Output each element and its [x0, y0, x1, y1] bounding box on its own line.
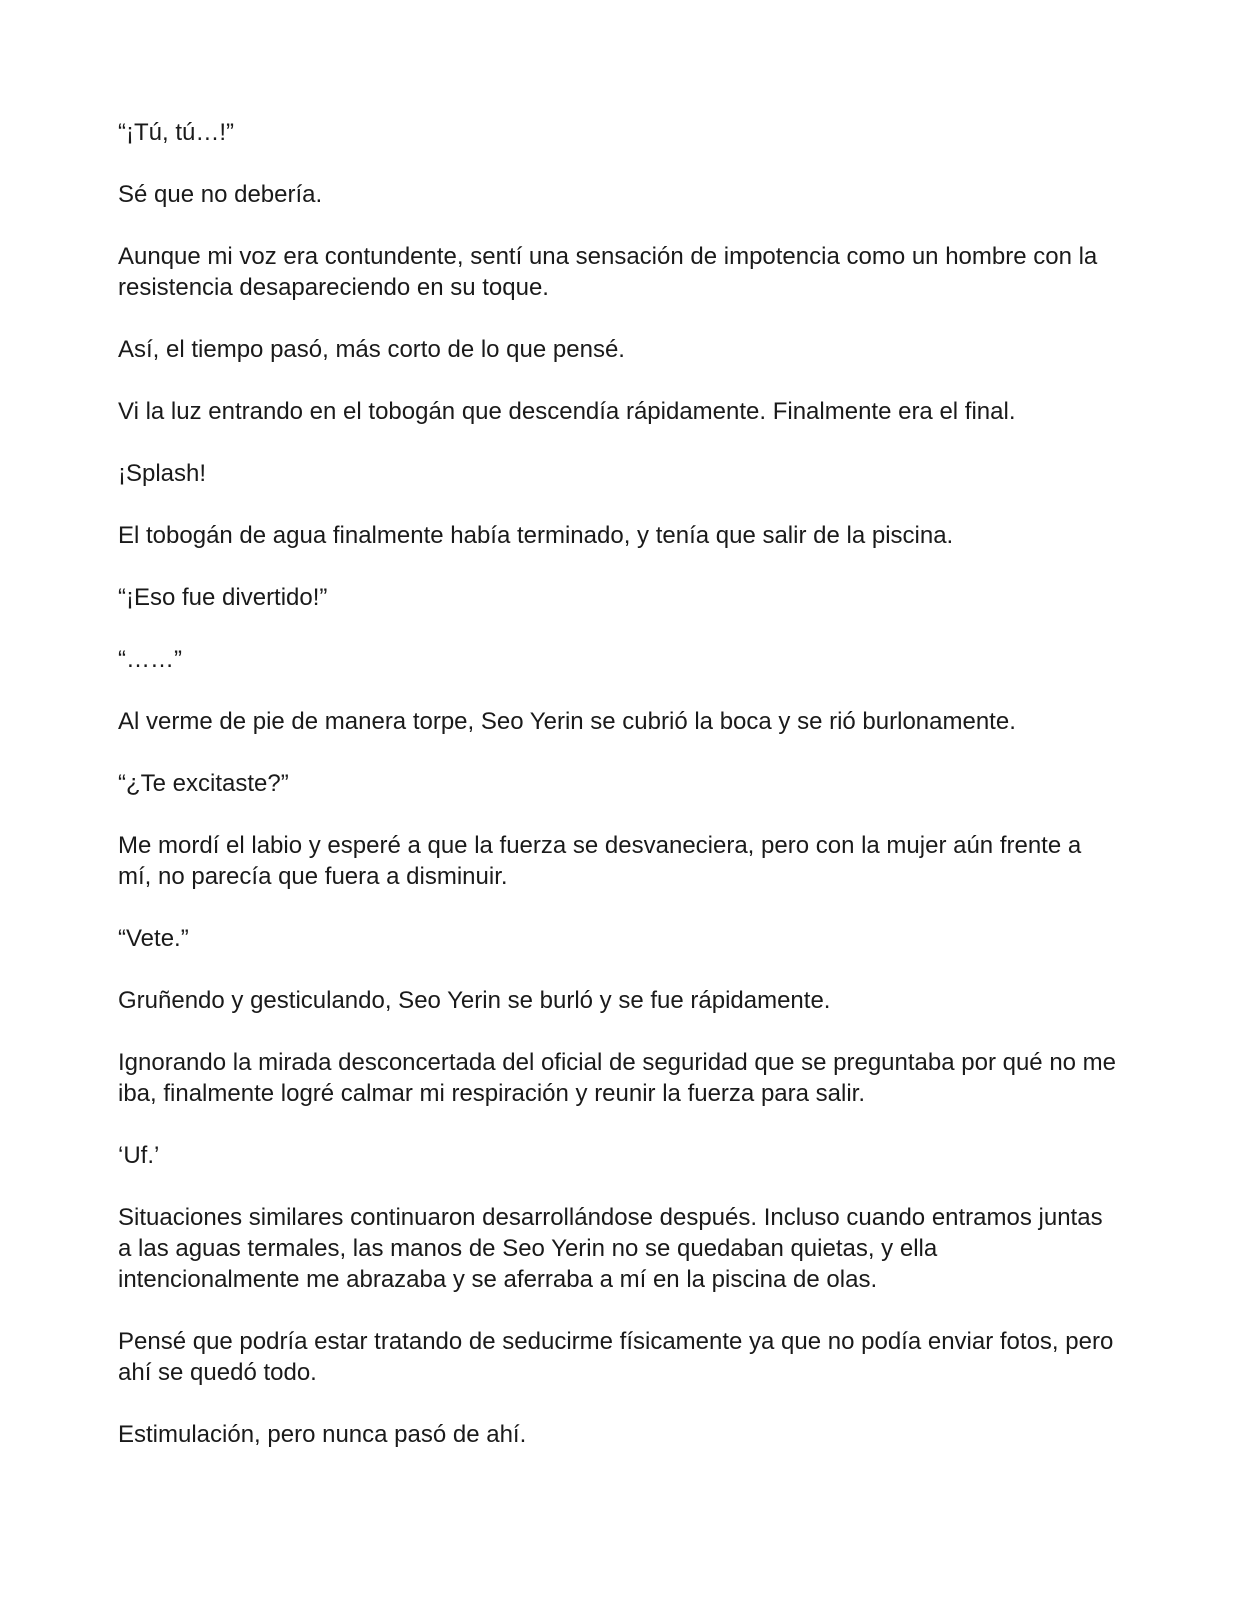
paragraph: “¡Tú, tú…!” — [118, 119, 235, 146]
paragraph: “……” — [118, 646, 182, 673]
paragraph: “¡Eso fue divertido!” — [118, 584, 328, 611]
paragraph: Situaciones similares continuaron desarrollándose después. Incluso cuando entramos juntas a las aguas termales, las manos de Seo Yerin no se quedaban quietas, y ella intencionalmente me abrazaba y se aferraba a mí en la piscina de olas. — [118, 1204, 1103, 1293]
document-page — [118, 117, 1118, 1450]
paragraph: “¿Te excitaste?” — [118, 770, 289, 797]
paragraph: Vi la luz entrando en el tobogán que descendía rápidamente. Finalmente era el final. — [118, 398, 1016, 425]
paragraph: Aunque mi voz era contundente, sentí una sensación de impotencia como un hombre con la resistencia desapareciendo en su toque. — [118, 243, 1098, 301]
paragraph: El tobogán de agua finalmente había terminado, y tenía que salir de la piscina. — [118, 522, 954, 549]
paragraph: Pensé que podría estar tratando de seducirme físicamente ya que no podía enviar fotos, pero ahí se quedó todo. — [118, 1328, 1114, 1386]
paragraph: Ignorando la mirada desconcertada del oficial de seguridad que se preguntaba por qué no me iba, finalmente logré calmar mi respiración y reunir la fuerza para salir. — [118, 1049, 1117, 1107]
paragraph: Sé que no debería. — [118, 181, 323, 208]
paragraph: “Vete.” — [118, 925, 189, 952]
paragraph: Al verme de pie de manera torpe, Seo Yerin se cubrió la boca y se rió burlonamente. — [118, 708, 1016, 735]
paragraph: ¡Splash! — [118, 460, 207, 487]
paragraph: Me mordí el labio y esperé a que la fuerza se desvaneciera, pero con la mujer aún frente a mí, no parecía que fuera a disminuir. — [118, 832, 1082, 890]
paragraph: ‘Uf.’ — [118, 1142, 160, 1169]
paragraph: Gruñendo y gesticulando, Seo Yerin se burló y se fue rápidamente. — [118, 987, 831, 1014]
paragraph: Así, el tiempo pasó, más corto de lo que pensé. — [118, 336, 625, 363]
paragraph: Estimulación, pero nunca pasó de ahí. — [118, 1421, 527, 1448]
